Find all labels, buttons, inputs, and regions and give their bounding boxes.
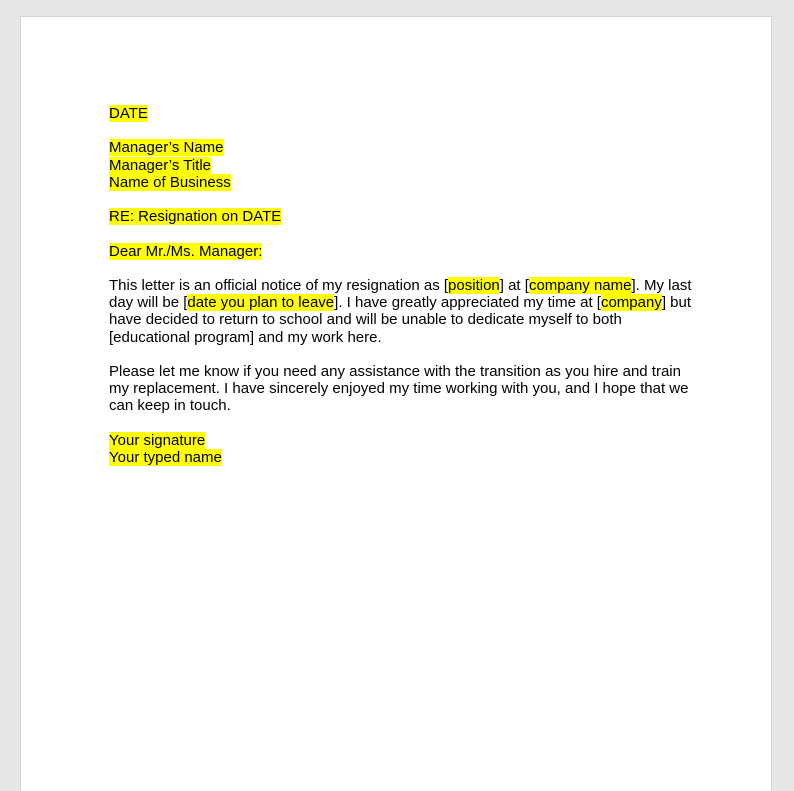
para1-text-2: ] at [ (499, 276, 529, 294)
recipient-title: Manager’s Title (109, 156, 211, 174)
para1-text-5: ] but have decided to return to school and will be unable to dedicate myself to both [educational program] and my work here. (109, 294, 692, 346)
company-placeholder: company (600, 294, 662, 312)
paragraph-transition: Please let me know if you need any assistance with the transition as you hire and train my replacement. I have sincerely enjoyed my time working with you, and I hope that we can keep in touch. (109, 362, 689, 415)
paragraph-resignation-notice (109, 277, 705, 346)
typed-name-line (109, 449, 705, 466)
date-line (109, 105, 705, 122)
document-page[interactable] (20, 16, 772, 791)
salutation-text: Dear Mr./Ms. Manager: (109, 242, 263, 260)
company-name-placeholder: company name (528, 276, 632, 294)
recipient-business: Name of Business (109, 173, 231, 191)
last-day-placeholder: date you plan to leave (187, 294, 335, 312)
para1-text-3: ]. My last day will be [ (109, 276, 692, 312)
subject-line (109, 208, 705, 225)
window-top-strip (0, 0, 794, 16)
signature-line (109, 432, 705, 449)
subject-text: RE: Resignation on DATE (109, 208, 282, 226)
typed-name-placeholder: Your typed name (109, 448, 222, 466)
recipient-name: Manager’s Name (109, 139, 224, 157)
salutation-line (109, 243, 705, 260)
letter-body (109, 105, 705, 466)
signature-placeholder: Your signature (109, 431, 206, 449)
para1-text-4: ]. I have greatly appreciated my time at [ (334, 294, 601, 312)
position-placeholder: position (448, 276, 500, 294)
date-placeholder: DATE (109, 105, 148, 122)
recipient-business-line (109, 174, 705, 191)
recipient-name-line (109, 139, 705, 156)
recipient-title-line (109, 157, 705, 174)
para1-text-1: This letter is an official notice of my resignation as [ (109, 276, 449, 294)
